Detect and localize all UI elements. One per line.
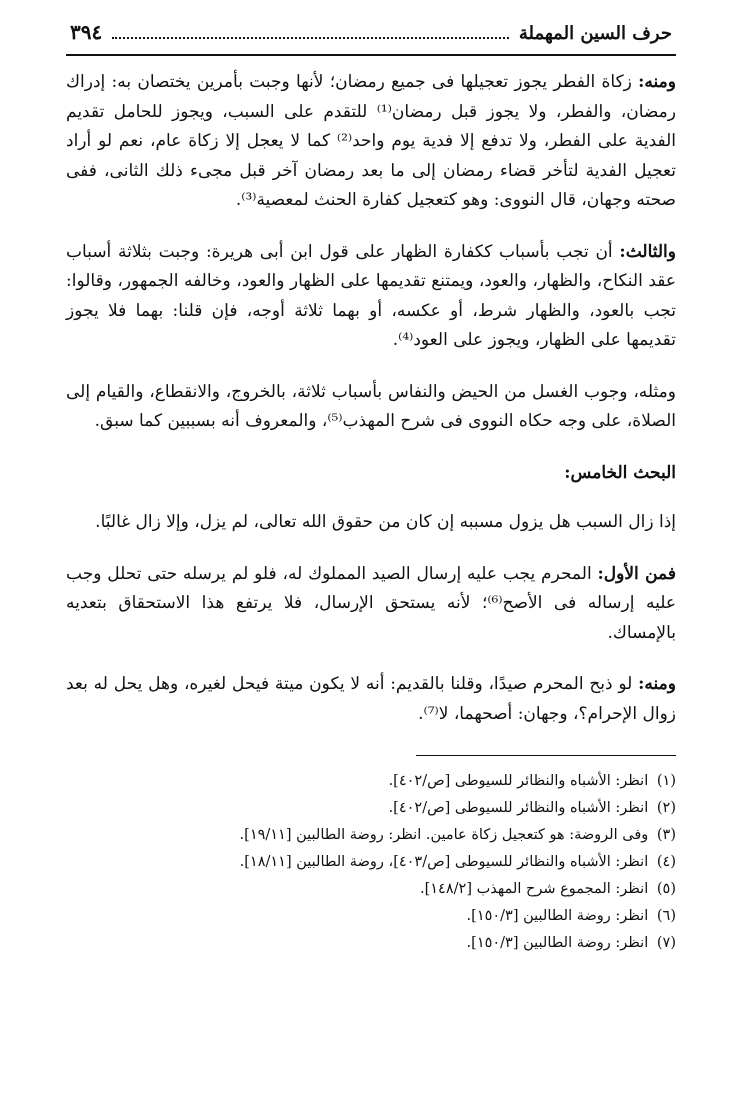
- paragraph-text: إذا زال السبب هل يزول مسببه إن كان من حقوق الله تعالى، لم يزل، وإلا زال غالبًا.: [95, 512, 676, 532]
- footnote-text: وفى الروضة: هو كتعجيل زكاة عامين. انظر: روضة الطالبين [١٩/١١].: [239, 827, 649, 843]
- footnote-number: (٤): [656, 854, 676, 870]
- footnote-number: (٥): [656, 881, 676, 897]
- footnote: [66, 768, 676, 795]
- page-number: ٣٩٤: [70, 20, 103, 44]
- paragraph-lead: ومنه:: [638, 72, 676, 92]
- running-title: حرف السين المهملة: [518, 23, 672, 44]
- paragraph-text: المحرم يجب عليه إرسال الصيد المملوك له، فلو لم يرسله حتى تحلل وجب عليه إرساله فى الأصح⁽⁶⁾؛ لأنه يستحق الإرسال، فلا يرتفع هذا الاستحقاق بتعديه بالإمساك.: [66, 563, 676, 643]
- footnote: [66, 849, 676, 876]
- footnote-text: انظر: روضة الطالبين [١٥٠/٣].: [466, 908, 649, 924]
- paragraph-text: زكاة الفطر يجوز تعجيلها فى جميع رمضان؛ لأنها وجبت بأمرين يختصان به: إدراك رمضان، والفطر، ولا يجوز قبل رمضان⁽¹⁾ للتقدم على السبب، ويجوز للحامل تقديم الفدية على الفطر، ولا تدفع إلا فدية يوم واحد⁽²⁾ كما لا يعجل إلا زكاة عام، نعم لو أراد تعجيل الفدية لتأخر قضاء رمضان إلى ما بعد رمضان آخر قبل مجىء ذلك الثانى، ففى صحته وجهان، قال النووى: وهو كتعجيل كفارة الحنث لمعصية⁽³⁾.: [66, 72, 676, 210]
- page-header: [66, 16, 676, 56]
- paragraph-text: لو ذبح المحرم صيدًا، وقلنا بالقديم: أنه لا يكون ميتة فيحل لغيره، وهل يحل له بعد زوال الإحرام؟، وجهان: أصحهما، لا⁽⁷⁾.: [66, 674, 676, 724]
- footnote-number: (٢): [656, 800, 676, 816]
- footnote-number: (١): [656, 773, 676, 789]
- paragraph-text: أن تجب بأسباب ككفارة الظهار على قول ابن أبى هريرة: وجبت بثلاثة أسباب عقد النكاح، والظهار، والعود، ويمتنع تقديمها على الظهار والعود، وخالفه الجمهور، وقالوا: تجب بالعود، والظهار شرط، أو عكسه، أو بهما ثلاثة أوجه، فإن قلنا: بهما فلا يجوز تقديمها على الظهار، ويجوز على العود⁽⁴⁾.: [66, 241, 676, 350]
- paragraph-lead: فمن الأول:: [597, 563, 676, 584]
- paragraph-lead: ومنه:: [638, 674, 676, 694]
- footnote-number: (٣): [656, 827, 676, 843]
- footnote: [66, 795, 676, 822]
- paragraph: [66, 508, 676, 538]
- dotted-leader: [112, 23, 509, 39]
- footnote: [66, 822, 676, 849]
- footnote-text: انظر: الأشباه والنظائر للسيوطى [ص/٤٠٣]، روضة الطالبين [١٨/١١].: [239, 854, 649, 870]
- paragraph: [66, 238, 676, 356]
- page-body: [66, 56, 676, 957]
- paragraph: [66, 378, 676, 437]
- footnote-text: انظر: المجموع شرح المهذب [١٤٨/٢].: [419, 881, 649, 897]
- footnote-number: (٦): [656, 908, 676, 924]
- section-heading: البحث الخامس:: [564, 462, 676, 483]
- footnote-text: انظر: روضة الطالبين [١٥٠/٣].: [466, 935, 649, 951]
- footnote-text: انظر: الأشباه والنظائر للسيوطى [ص/٤٠٢].: [388, 800, 649, 816]
- footnote-text: انظر: الأشباه والنظائر للسيوطى [ص/٤٠٢].: [388, 773, 649, 789]
- paragraph-lead: والثالث:: [619, 241, 676, 262]
- footnotes-list: [66, 768, 676, 957]
- paragraph: [66, 560, 676, 649]
- paragraph: [66, 68, 676, 216]
- paragraph-text: ومثله، وجوب الغسل من الحيض والنفاس بأسباب ثلاثة، بالخروج، والانقطاع، والقيام إلى الصلاة، على وجه حكاه النووى فى شرح المهذب⁽⁵⁾، والمعروف أنه بسببين كما سبق.: [66, 381, 676, 431]
- footnote: [66, 903, 676, 930]
- footnote: [66, 930, 676, 957]
- footnote: [66, 876, 676, 903]
- footnote-number: (٧): [656, 935, 676, 951]
- footnote-divider: [416, 755, 676, 756]
- paragraph: [66, 670, 676, 729]
- document-page: [66, 16, 676, 1096]
